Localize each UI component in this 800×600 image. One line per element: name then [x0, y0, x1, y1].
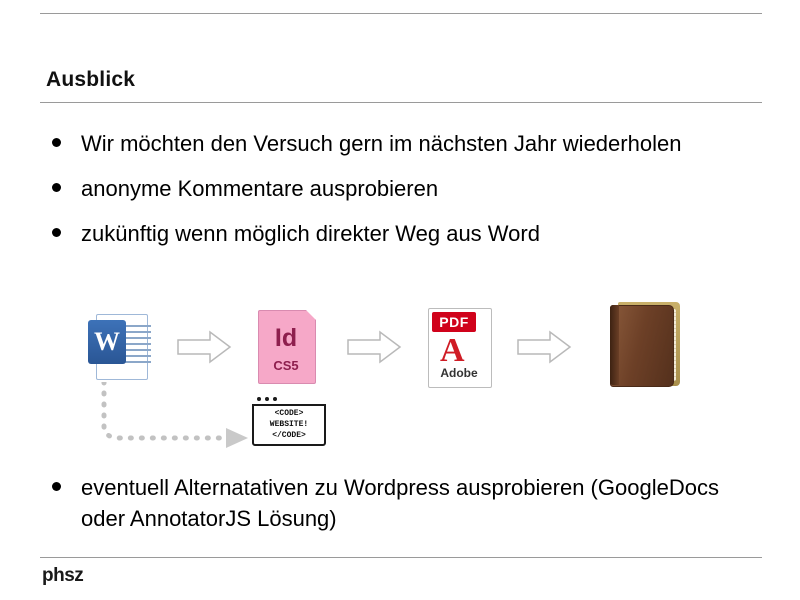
list-item: [52, 218, 752, 249]
dotted-connector: [98, 382, 258, 448]
footer-divider: [40, 557, 762, 558]
book-spine: [610, 305, 619, 385]
code-line-1: <CODE>: [274, 409, 304, 418]
header-divider: [40, 13, 762, 14]
bullet-list-bottom: [52, 472, 752, 548]
adobe-indesign-icon: [258, 310, 320, 384]
list-item: [52, 128, 752, 159]
adobe-a-letter: A: [440, 332, 465, 369]
workflow-diagram: [80, 300, 700, 460]
code-line-2: WEBSITE!: [269, 420, 309, 429]
list-item-text: eventuell Alternatativen zu Wordpress ausprobieren (GoogleDocs oder AnnotatorJS Lösung): [81, 475, 719, 531]
list-item-text: Wir möchten den Versuch gern im nächsten Jahr wiederholen: [81, 131, 682, 156]
microsoft-word-icon: [88, 314, 148, 380]
list-item: [52, 472, 752, 534]
arrow-right-icon: [176, 330, 232, 364]
indesign-version: CS5: [273, 358, 299, 373]
code-website-icon: [252, 394, 330, 450]
indesign-label: Id: [274, 324, 298, 352]
bullet-dot-icon: [52, 138, 61, 147]
browser-titlebar: [252, 394, 326, 406]
code-line-3: </CODE>: [272, 431, 306, 440]
bullet-list-top: [52, 128, 752, 263]
bullet-dot-icon: [52, 228, 61, 237]
list-item-text: anonyme Kommentare ausprobieren: [81, 176, 439, 201]
arrow-right-icon: [346, 330, 402, 364]
page-fold-corner-icon: [306, 310, 320, 324]
bullet-dot-icon: [52, 183, 61, 192]
footer-logo: phsz: [42, 565, 84, 586]
adobe-wordmark: Adobe: [440, 366, 478, 380]
code-snippet-text: [252, 408, 326, 441]
list-item-text: zukünftig wenn möglich direkter Weg aus Word: [81, 221, 540, 246]
word-letter-badge: W: [88, 320, 126, 364]
book-icon: [608, 302, 686, 388]
bullet-dot-icon: [52, 482, 61, 491]
list-item: [52, 173, 752, 204]
title-divider: [40, 102, 762, 103]
arrow-right-icon: [516, 330, 572, 364]
page-title: Ausblick: [46, 68, 136, 91]
adobe-pdf-icon: [428, 308, 494, 388]
word-text-lines: [123, 325, 151, 367]
book-front-cover: [610, 305, 674, 387]
pdf-band-label: PDF: [432, 312, 476, 332]
